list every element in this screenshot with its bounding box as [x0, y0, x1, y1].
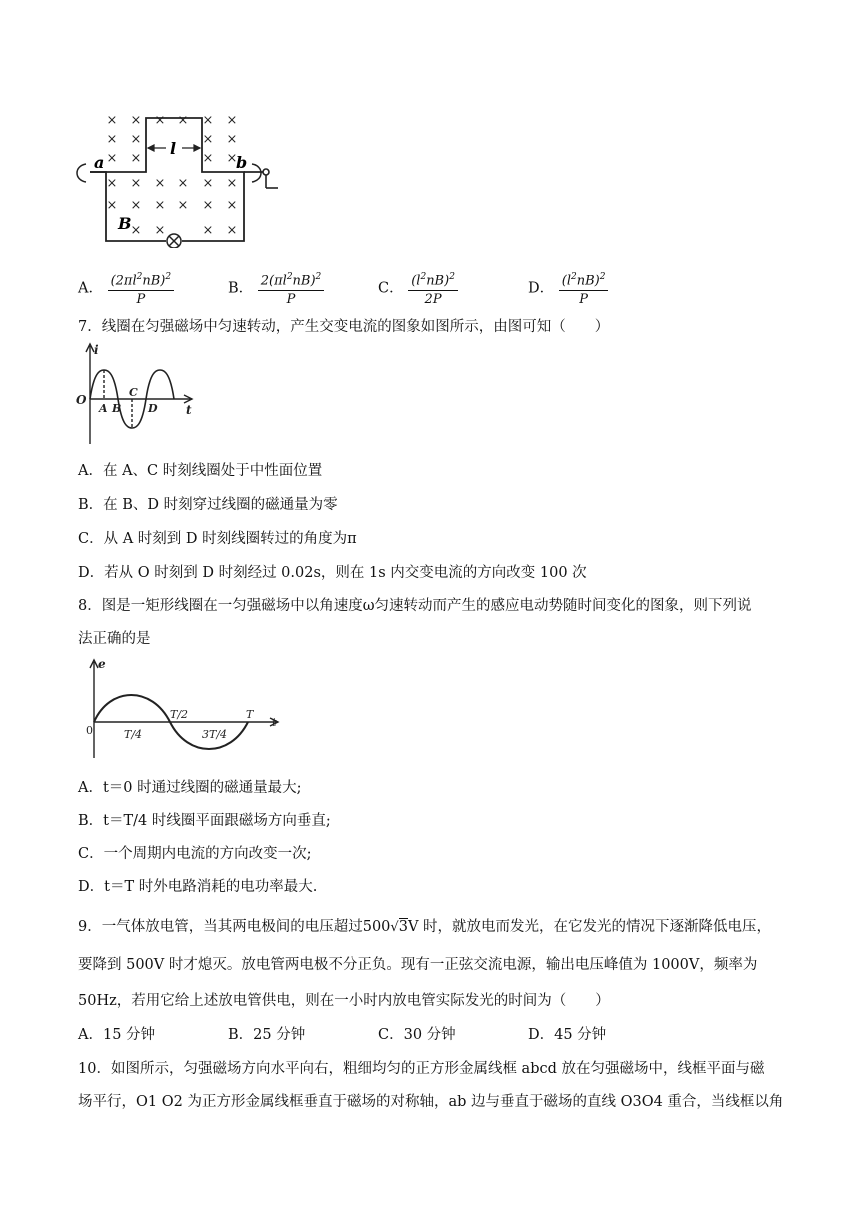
q7-option-d: D．若从 O 时刻到 D 时刻经过 0.02s，则在 1s 内交变电流的方向改变 100 次: [78, 565, 587, 581]
num-part: nB): [142, 273, 166, 289]
q9-option-a: A．15 分钟: [78, 1027, 156, 1043]
formula: $\frac{(l^2nB)^2}{P}$: [559, 268, 609, 309]
svg-text:×: ×: [226, 113, 238, 128]
svg-text:×: ×: [106, 151, 118, 166]
q9-text: V 时，就放电而发光，在它发光的情况下逐渐降低电压，: [407, 919, 772, 935]
crank-handle-icon: [263, 169, 278, 188]
den-part: 2P: [424, 292, 442, 308]
formula: $\frac{2(\pi l^2nB)^2}{P}$: [258, 268, 325, 309]
svg-text:×: ×: [202, 176, 214, 191]
svg-text:×: ×: [202, 151, 214, 166]
num-part: 2(πl: [260, 273, 287, 289]
svg-text:×: ×: [130, 198, 142, 213]
q6-option-a: [78, 268, 174, 309]
label-t: t: [186, 403, 192, 417]
num-part: nB): [292, 273, 316, 289]
option-letter: C．: [378, 280, 404, 297]
q8-stem-line1: 8．图是一矩形线圈在一匀强磁场中以角速度ω匀速转动而产生的感应电动势随时间变化的图象，则下列说: [78, 598, 752, 614]
svg-text:×: ×: [177, 176, 189, 191]
q8-stem-line2: 法正确的是: [78, 631, 151, 647]
svg-text:×: ×: [106, 132, 118, 147]
formula: $\frac{(l^2nB)^2}{2P}$: [408, 268, 458, 309]
lamp-icon: [167, 234, 181, 248]
svg-text:×: ×: [226, 198, 238, 213]
svg-text:×: ×: [202, 132, 214, 147]
label-i: i: [94, 343, 99, 357]
svg-text:×: ×: [130, 113, 142, 128]
svg-text:×: ×: [106, 176, 118, 191]
label-a: a: [94, 153, 105, 172]
q6-option-d: [528, 268, 608, 309]
svg-text:×: ×: [130, 223, 142, 238]
label-t: t: [272, 716, 277, 729]
q9-radicand: 3: [398, 919, 408, 935]
q9-line1: 9．一气体放电管，当其两电极间的电压超过500√3V 时，就放电而发光，在它发光的情况下逐渐降低电压，: [78, 919, 772, 935]
q9-text: 9．一气体放电管，当其两电极间的电压超过: [78, 919, 363, 935]
label-zero: 0: [86, 724, 93, 737]
q6-circuit-figure: [70, 108, 280, 248]
num-part: nB): [426, 273, 450, 289]
svg-text:×: ×: [226, 176, 238, 191]
label-A: A: [99, 402, 108, 415]
option-letter: A．: [78, 280, 103, 297]
q9-option-c: C．30 分钟: [378, 1027, 456, 1043]
label-T: T: [246, 708, 254, 721]
label-3T4: 3T/4: [202, 728, 228, 741]
den-part: P: [136, 292, 146, 308]
svg-text:×: ×: [154, 176, 166, 191]
label-D: D: [148, 402, 158, 415]
q7-option-a: A．在 A、C 时刻线圈处于中性面位置: [78, 463, 323, 479]
svg-text:×: ×: [177, 113, 189, 128]
svg-text:×: ×: [130, 132, 142, 147]
q9-option-b: B．25 分钟: [228, 1027, 306, 1043]
svg-text:×: ×: [226, 151, 238, 166]
svg-text:×: ×: [226, 223, 238, 238]
svg-text:×: ×: [177, 198, 189, 213]
svg-text:×: ×: [154, 198, 166, 213]
den-part: P: [579, 292, 588, 308]
label-B: B: [112, 402, 122, 415]
q8-option-d: D．t＝T 时外电路消耗的电功率最大.: [78, 879, 318, 895]
q8-option-b: B．t＝T/4 时线圈平面跟磁场方向垂直;: [78, 813, 331, 829]
svg-text:×: ×: [106, 198, 118, 213]
q9-line3: 50Hz，若用它给上述放电管供电，则在一小时内放电管实际发光的时间为（ ）: [78, 993, 610, 1009]
svg-text:×: ×: [130, 176, 142, 191]
svg-text:×: ×: [154, 113, 166, 128]
svg-text:×: ×: [154, 223, 166, 238]
label-T2: T/2: [170, 708, 189, 721]
num-part: (l: [411, 273, 421, 289]
svg-text:×: ×: [202, 113, 214, 128]
svg-text:×: ×: [106, 113, 118, 128]
svg-text:×: ×: [130, 151, 142, 166]
svg-text:×: ×: [202, 223, 214, 238]
label-l: l: [170, 139, 177, 158]
svg-text:×: ×: [226, 132, 238, 147]
label-T4: T/4: [124, 728, 143, 741]
q9-line2: 要降到 500V 时才熄灭。放电管两电极不分正负。现有一正弦交流电源，输出电压峰值为 1000V，频率为: [78, 957, 758, 973]
num-part: (2πl: [110, 273, 137, 289]
option-letter: B．: [228, 280, 254, 297]
svg-text:×: ×: [202, 198, 214, 213]
den-part: P: [286, 292, 296, 308]
q6-option-b: [228, 268, 324, 309]
q9-number: 500: [362, 919, 391, 935]
label-e: e: [98, 657, 106, 671]
q8-option-c: C．一个周期内电流的方向改变一次;: [78, 846, 312, 862]
q7-current-graph: [74, 342, 204, 448]
q8-emf-graph: [82, 656, 292, 762]
q10-line2: 场平行，O1 O2 为正方形金属线框垂直于磁场的对称轴，ab 边与垂直于磁场的直线 O3O4 重合，当线框以角: [78, 1094, 784, 1110]
num-part: (l: [561, 273, 571, 289]
q6-option-c: [378, 268, 458, 309]
num-part: nB): [576, 273, 600, 289]
option-letter: D．: [528, 280, 555, 297]
q7-option-b: B．在 B、D 时刻穿过线圈的磁通量为零: [78, 497, 338, 513]
label-B: B: [118, 214, 132, 233]
formula: $\frac{(2\pi l^2nB)^2}{P}$: [108, 268, 175, 309]
q7-stem: 7．线圈在匀强磁场中匀速转动，产生交变电流的图象如图所示，由图可知（ ）: [78, 319, 610, 335]
label-O: O: [76, 393, 87, 407]
q8-option-a: A．t＝0 时通过线圈的磁通量最大;: [78, 780, 302, 796]
label-b: b: [236, 153, 248, 172]
q10-line1: 10．如图所示，匀强磁场方向水平向右，粗细均匀的正方形金属线框 abcd 放在匀强磁场中，线框平面与磁: [78, 1061, 765, 1077]
q7-option-c: C．从 A 时刻到 D 时刻线圈转过的角度为π: [78, 531, 357, 547]
label-C: C: [129, 386, 138, 399]
q9-option-d: D．45 分钟: [528, 1027, 607, 1043]
